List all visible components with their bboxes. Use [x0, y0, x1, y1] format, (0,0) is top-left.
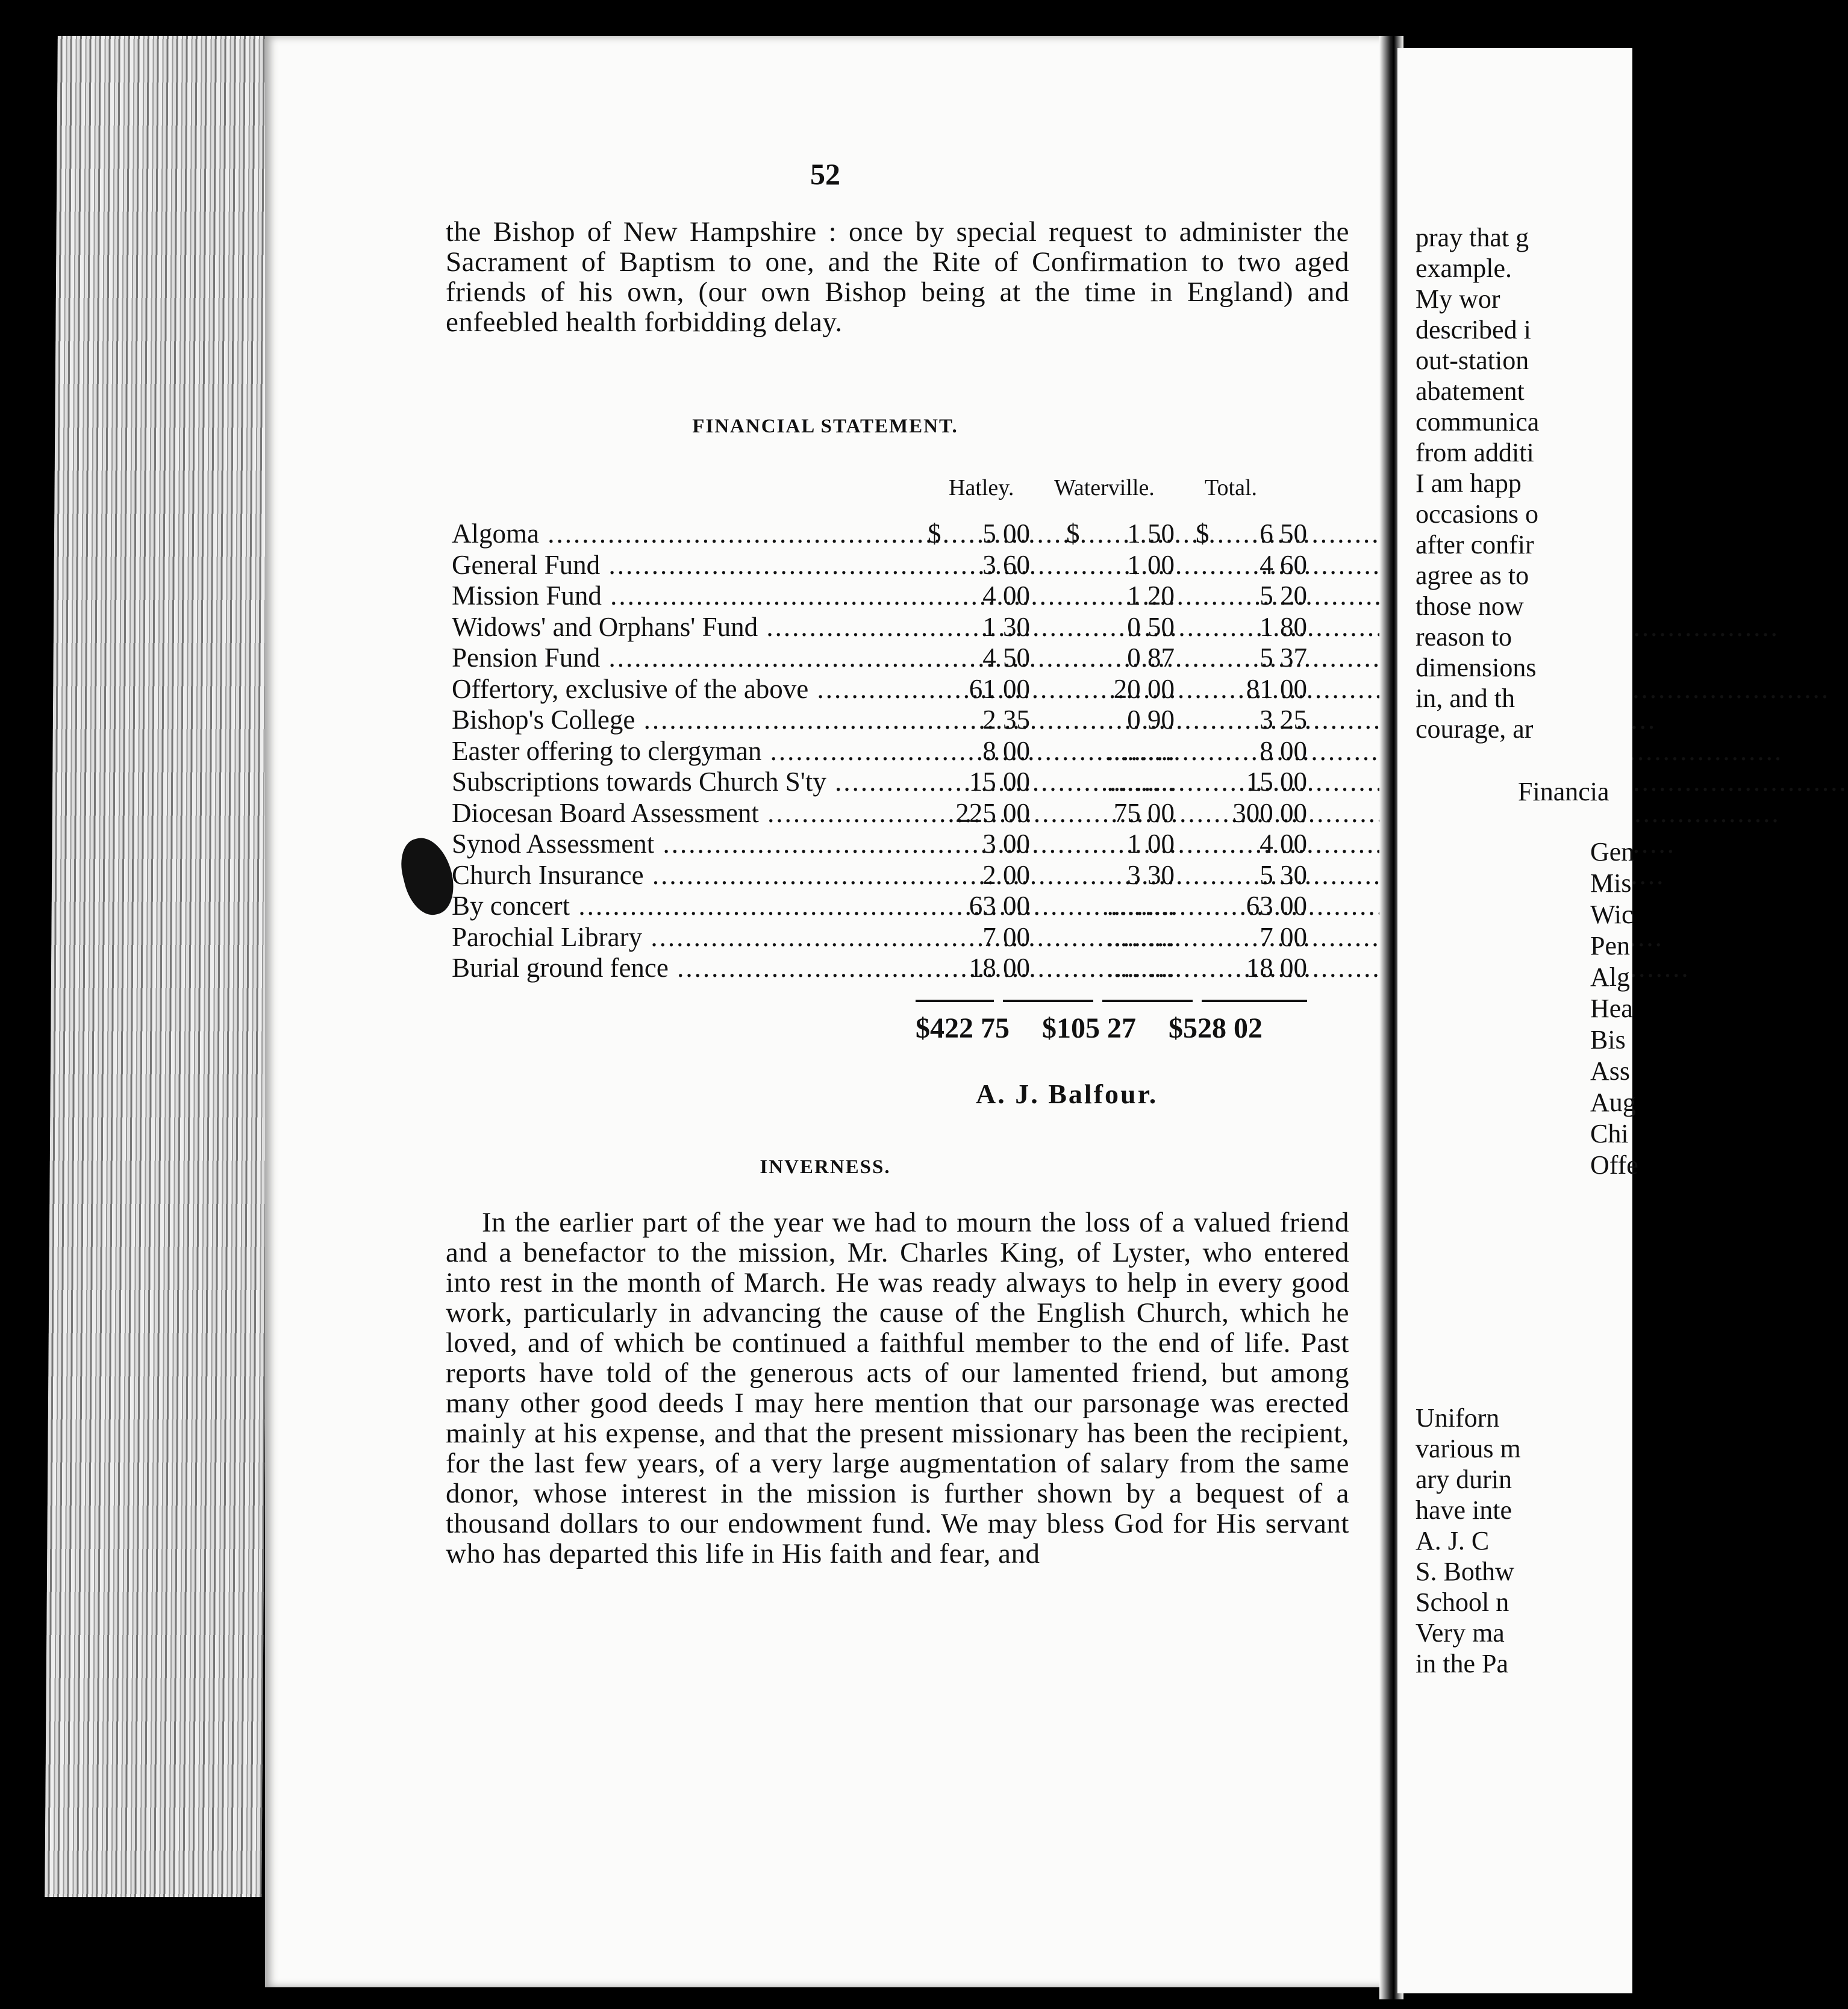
- right-page-list-item: Bis: [1590, 1025, 1626, 1054]
- amount-hatley: 5 00: [982, 519, 1030, 549]
- right-page-line: Uniforn: [1416, 1403, 1500, 1433]
- amount-hatley: 3 00: [982, 829, 1030, 859]
- amount-hatley: 4 00: [982, 581, 1030, 611]
- amount-total: 8 00: [1260, 735, 1307, 766]
- row-label: Pension Fund .....: [452, 642, 1187, 673]
- right-page-line: pray that g: [1416, 223, 1529, 252]
- dollar-sign-waterville: $: [1066, 519, 1080, 549]
- row-label: Synod Assessment .....: [452, 828, 1187, 859]
- sum-rule: [1102, 1000, 1193, 1002]
- amount-total: 5 37: [1260, 643, 1307, 673]
- row-label: By concert .....: [452, 890, 1187, 921]
- amount-waterville: 0 90: [1127, 705, 1175, 735]
- row-label: Parochial Library .....: [452, 921, 1187, 953]
- financial-row: [265, 518, 1349, 549]
- amount-waterville: 3 30: [1127, 859, 1175, 890]
- right-page-line: various m: [1416, 1434, 1521, 1463]
- right-page: [1397, 48, 1638, 1993]
- right-page-list-item: Offe: [1590, 1150, 1638, 1180]
- signature: A. J. Balfour.: [976, 1079, 1158, 1109]
- book-page-edges: [45, 36, 275, 1897]
- financial-row: [265, 952, 1349, 983]
- right-page-list-item: Ass: [1590, 1056, 1631, 1086]
- amount-waterville: 1 20: [1127, 581, 1175, 611]
- right-page-line: abatement: [1416, 376, 1525, 406]
- amount-waterville: 1 00: [1127, 549, 1175, 580]
- amount-waterville: ..........: [1107, 891, 1175, 921]
- intro-paragraph: the Bishop of New Hampshire : once by special request to administer the Sacrament of Baptism to one, and the Rite of Confirmation to two aged friends of his own, (our own Bishop being at the time in England) and enfeebled health forbidding delay.: [446, 216, 1349, 338]
- financial-row: [265, 642, 1349, 673]
- total-grand: $528 02: [1169, 1012, 1263, 1044]
- right-page-line: Very ma: [1416, 1618, 1505, 1648]
- right-page-line: in the Pa: [1416, 1649, 1508, 1678]
- amount-hatley: 15 00: [969, 767, 1030, 797]
- right-page-list-item: Alg: [1590, 962, 1630, 992]
- amount-total: 4 60: [1260, 549, 1307, 580]
- amount-waterville: ..........: [1107, 953, 1175, 983]
- amount-waterville: 0 50: [1127, 611, 1175, 642]
- amount-hatley: 8 00: [982, 735, 1030, 766]
- right-page-line: out-station: [1416, 346, 1529, 375]
- right-page-list-item: Aug: [1590, 1088, 1636, 1117]
- amount-total: 1 80: [1260, 611, 1307, 642]
- right-page-line: described i: [1416, 315, 1531, 344]
- total-hatley: $422 75: [916, 1012, 1010, 1044]
- right-page-list-item: Chi: [1590, 1119, 1629, 1148]
- financial-row: [265, 704, 1349, 735]
- amount-total: 18 00: [1246, 953, 1307, 983]
- amount-waterville: 20 00: [1113, 673, 1175, 704]
- amount-hatley: 2 00: [982, 859, 1030, 890]
- amount-waterville: ..........: [1107, 921, 1175, 952]
- right-page-list-item: Mis: [1590, 868, 1632, 898]
- row-label: General Fund .....: [452, 549, 1187, 581]
- amount-total: 6 50: [1260, 519, 1307, 549]
- financial-row: [265, 549, 1349, 581]
- right-page-line: courage, ar: [1416, 714, 1534, 744]
- right-page-line: example.: [1416, 254, 1512, 283]
- row-label: Church Insurance .....: [452, 859, 1187, 891]
- column-header-total: Total.: [1205, 475, 1258, 500]
- financial-statement-heading: FINANCIAL STATEMENT.: [692, 416, 958, 437]
- column-header-waterville: Waterville.: [1054, 475, 1155, 500]
- right-page-line: from additi: [1416, 438, 1534, 467]
- financial-row: [265, 859, 1349, 891]
- right-page-financial-fragment: Financia: [1518, 777, 1609, 806]
- amount-total: 5 30: [1260, 859, 1307, 890]
- row-label: Algoma .....: [452, 518, 1187, 549]
- inverness-heading: INVERNESS.: [760, 1156, 891, 1178]
- amount-hatley: 7 00: [982, 921, 1030, 952]
- amount-hatley: 4 50: [982, 643, 1030, 673]
- right-page-list-item: Gen: [1590, 837, 1635, 867]
- right-page-line: agree as to: [1416, 561, 1529, 590]
- financial-row: [265, 921, 1349, 953]
- amount-hatley: 1 30: [982, 611, 1030, 642]
- amount-waterville: 75 00: [1113, 797, 1175, 828]
- right-page-list-item: Hea: [1590, 994, 1633, 1023]
- amount-total: 15 00: [1246, 767, 1307, 797]
- right-page-line: School n: [1416, 1587, 1509, 1617]
- right-page-line: dimensions: [1416, 653, 1537, 682]
- right-page-line: I am happ: [1416, 469, 1522, 498]
- financial-row: [265, 766, 1349, 797]
- amount-total: 7 00: [1260, 921, 1307, 952]
- financial-row: [265, 890, 1349, 921]
- financial-row: [265, 735, 1349, 767]
- amount-total: 5 20: [1260, 581, 1307, 611]
- row-label: Offertory, exclusive of the above .....: [452, 673, 1187, 705]
- amount-waterville: 1 50: [1127, 519, 1175, 549]
- row-label: Burial ground fence .....: [452, 952, 1187, 983]
- amount-hatley: 61 00: [969, 673, 1030, 704]
- column-header-hatley: Hatley.: [949, 475, 1014, 500]
- amount-hatley: 18 00: [969, 953, 1030, 983]
- right-page-line: reason to: [1416, 622, 1512, 652]
- sum-rule: [1202, 1000, 1307, 1002]
- right-page-line: communica: [1416, 407, 1540, 437]
- right-page-line: after confir: [1416, 530, 1534, 559]
- amount-total: 63 00: [1246, 891, 1307, 921]
- right-page-line: those now: [1416, 591, 1524, 621]
- amount-hatley: 2 35: [982, 705, 1030, 735]
- amount-waterville: 0 87: [1127, 643, 1175, 673]
- amount-total: 81 00: [1246, 673, 1307, 704]
- financial-row: [265, 828, 1349, 859]
- dollar-sign-hatley: $: [928, 519, 941, 549]
- right-page-line: S. Bothw: [1416, 1557, 1514, 1586]
- left-page: [265, 36, 1385, 1987]
- amount-hatley: 63 00: [969, 891, 1030, 921]
- sum-rule: [916, 1000, 994, 1002]
- right-page-list-item: Wic: [1590, 900, 1634, 929]
- right-page-line: A. J. C: [1416, 1526, 1490, 1556]
- amount-total: 300 00: [1232, 797, 1307, 828]
- sum-rule: [1003, 1000, 1093, 1002]
- row-label: Subscriptions towards Church S'ty .....: [452, 766, 1187, 797]
- financial-row: [265, 580, 1349, 611]
- page-number: 52: [810, 157, 840, 191]
- amount-hatley: 3 60: [982, 549, 1030, 580]
- right-page-line: My wor: [1416, 284, 1500, 314]
- row-label: Easter offering to clergyman .....: [452, 735, 1187, 767]
- inverness-paragraph: In the earlier part of the year we had to mourn the loss of a valued friend and a benefactor to the mission, Mr. Charles King, of Lyster, who entered into rest in the month of March. He was ready always to help in every good work, particularly in advancing the cause of the English Church, which he loved, and of which be continued a faithful member to the end of life. Past reports have told of the generous acts of our lamented friend, but among many other good deeds I may here mention that our parsonage was erected mainly at his expense, and that the present missionary has been the recipient, for the last few years, of a very large augmentation of salary from the same donor, whose interest in the mission is further shown by a bequest of a thousand dollars to our endowment fund. We may bless God for His servant who has departed this life in His faith and fear, and: [446, 1207, 1349, 1569]
- right-page-line: ary durin: [1416, 1465, 1512, 1494]
- right-page-line: in, and th: [1416, 684, 1515, 713]
- total-waterville: $105 27: [1042, 1012, 1136, 1044]
- amount-waterville: 1 00: [1127, 829, 1175, 859]
- financial-row: [265, 797, 1349, 829]
- row-label: Diocesan Board Assessment .....: [452, 797, 1187, 829]
- right-page-line: occasions o: [1416, 499, 1539, 529]
- row-label: Mission Fund .....: [452, 580, 1187, 611]
- amount-total: 3 25: [1260, 705, 1307, 735]
- financial-row: [265, 673, 1349, 705]
- dollar-sign-total: $: [1196, 519, 1210, 549]
- amount-total: 4 00: [1260, 829, 1307, 859]
- financial-row: [265, 611, 1349, 643]
- amount-waterville: ..........: [1107, 767, 1175, 797]
- row-label: Bishop's College .....: [452, 704, 1187, 735]
- amount-hatley: 225 00: [955, 797, 1030, 828]
- right-page-line: have inte: [1416, 1495, 1512, 1525]
- right-page-list-item: Pen: [1590, 931, 1630, 961]
- row-label: Widows' and Orphans' Fund .....: [452, 611, 1187, 643]
- amount-waterville: ..........: [1107, 735, 1175, 766]
